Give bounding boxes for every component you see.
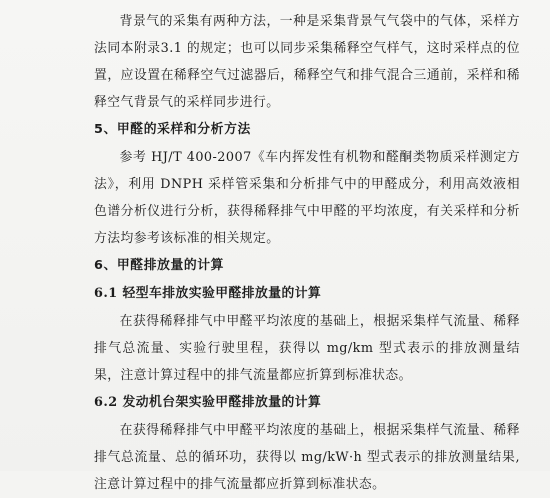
section-6-2-heading: 6.2 发动机台架实验甲醛排放量的计算: [94, 395, 322, 410]
section-6-heading: 6、甲醛排放量的计算: [94, 258, 225, 273]
section-6-1-heading: 6.1 轻型车排放实验甲醛排放量的计算: [94, 286, 322, 301]
intro-paragraph: 背景气的采集有两种方法，一种是采集背景气气袋中的气体，采样方法同本附录3.1 的规定；也可以同步采集稀释空气样气，这时采样点的位置，应设置在稀释空气过滤器后，稀释空气和排气混合三通前，采样和稀释空气背景气的采样同步进行。: [94, 14, 520, 110]
section-6: [94, 252, 520, 498]
section-5-heading: 5、甲醛的采样和分析方法: [94, 122, 251, 137]
section-5: [94, 116, 520, 252]
section-6-1-paragraph: 在获得稀释排气中甲醛平均浓度的基础上，根据采集样气流量、稀释排气总流量、实验行驶里程，获得以 mg/km 型式表示的排放测量结果，注意计算过程中的排气流量都应折算到标准状态。: [94, 314, 520, 383]
section-5-paragraph: 参考 HJ/T 400-2007《车内挥发性有机物和醛酮类物质采样测定方法》，利用 DNPH 采样管采集和分析排气中的甲醛成分，利用高效液相色谱分析仪进行分析，获得稀释排气中甲醛的平均浓度，有关采样和分析方法均参考该标准的相关规定。: [94, 150, 520, 246]
section-6-2-paragraph: 在获得稀释排气中甲醛平均浓度的基础上，根据采集样气流量、稀释排气总流量、总的循环功，获得以 mg/kW·h 型式表示的排放测量结果,注意计算过程中的排气流量都应折算到标准状态。: [94, 423, 520, 492]
